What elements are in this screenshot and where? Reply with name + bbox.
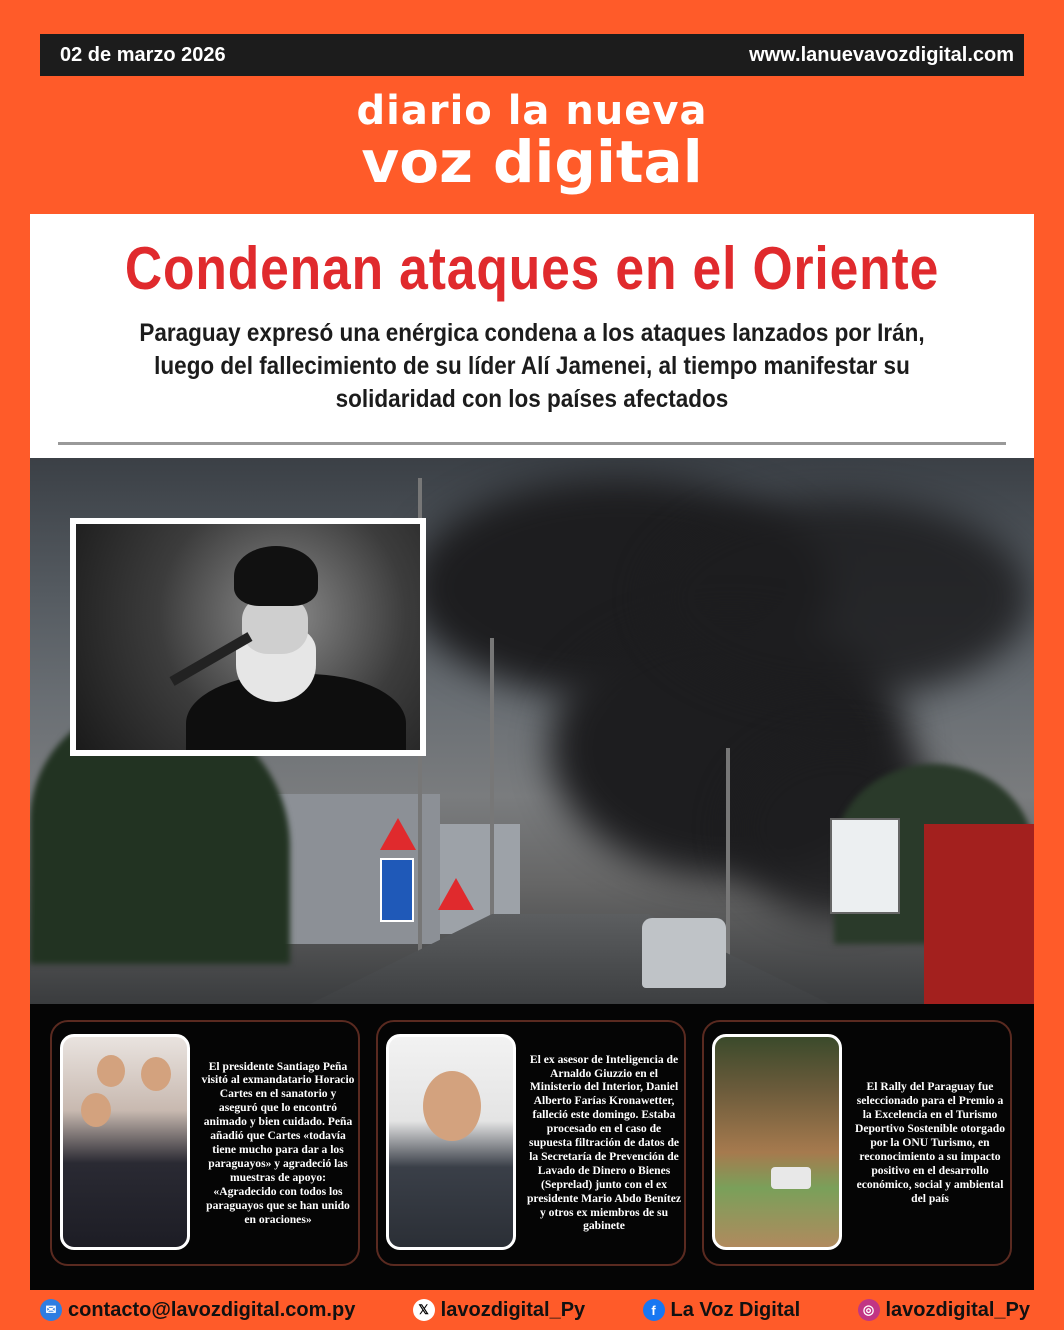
brand-line-1: diario la nueva [356,88,708,134]
card-photo [60,1034,190,1250]
footer-facebook[interactable] [643,1299,801,1322]
instagram-icon: ◎ [858,1299,880,1321]
website-link[interactable]: www.lanuevavozdigital.com [749,43,1014,66]
facebook-handle: La Voz Digital [670,1298,801,1321]
footer-instagram[interactable] [858,1299,1031,1322]
x-icon: 𝕏 [413,1299,435,1321]
footer [40,1290,1030,1330]
card-text: El presidente Santiago Peña visitó al exmandatario Horacio Cartes en el sanatorio y aseguró que lo encontró animado y bien cuidado. Peña añadió que Cartes «todavía tiene mucho para dar a los paraguayos» y agradeció las muestras de apoyo: «Agradecido con todos los paraguayos que se han unido en oraciones» [201,1059,355,1226]
footer-email[interactable] [40,1299,355,1322]
brand-line-2: voz digital [361,128,703,196]
truck [924,824,1034,1004]
facebook-icon: f [643,1299,665,1321]
news-card-3[interactable] [702,1020,1012,1266]
inset-portrait [70,518,426,756]
car [642,918,726,988]
news-card-1[interactable] [50,1020,360,1266]
card-text: El ex asesor de Inteligencia de Arnaldo Giuzzio en el Ministerio del Interior, Daniel Alberto Farías Kronawetter, falleció este domingo. Estaba procesado en el caso de supuesta filtración de datos de la Secretaría de Prevención de Lavado de Dinero o Bienes (Seprelad) junto con el ex presidente Mario Abdo Benítez y otros ex miembros de su gabinete [526,1052,682,1233]
card-photo [712,1034,842,1250]
news-card-2[interactable] [376,1020,686,1266]
hero-photo [30,458,1034,1004]
card-photo [386,1034,516,1250]
mail-icon: ✉ [40,1299,62,1321]
email-text: contacto@lavozdigital.com.py [68,1298,356,1321]
headline-section [30,214,1034,458]
divider [58,442,1006,445]
masthead-logo [40,76,1024,214]
card-text: El Rally del Paraguay fue seleccionado para el Premio a la Excelencia en el Turismo Deportivo Sostenible otorgado por la ONU Turismo, en reconocimiento a su impacto positivo en el desarrollo económico, social y ambiental del país [854,1080,1006,1205]
x-handle: lavozdigital_Py [440,1298,586,1321]
sub-headline: Paraguay expresó una enérgica condena a los ataques lanzados por Irán, luego del fallecimiento de su líder Alí Jamenei, al tiempo manifestar su solidaridad con los países afectados [139,319,925,413]
instagram-handle: lavozdigital_Py [885,1298,1030,1321]
news-briefs [30,1004,1034,1290]
top-bar [40,34,1024,76]
footer-x[interactable] [413,1299,586,1322]
issue-date: 02 de marzo 2026 [60,43,226,66]
main-headline: Condenan ataques en el Oriente [124,235,940,302]
